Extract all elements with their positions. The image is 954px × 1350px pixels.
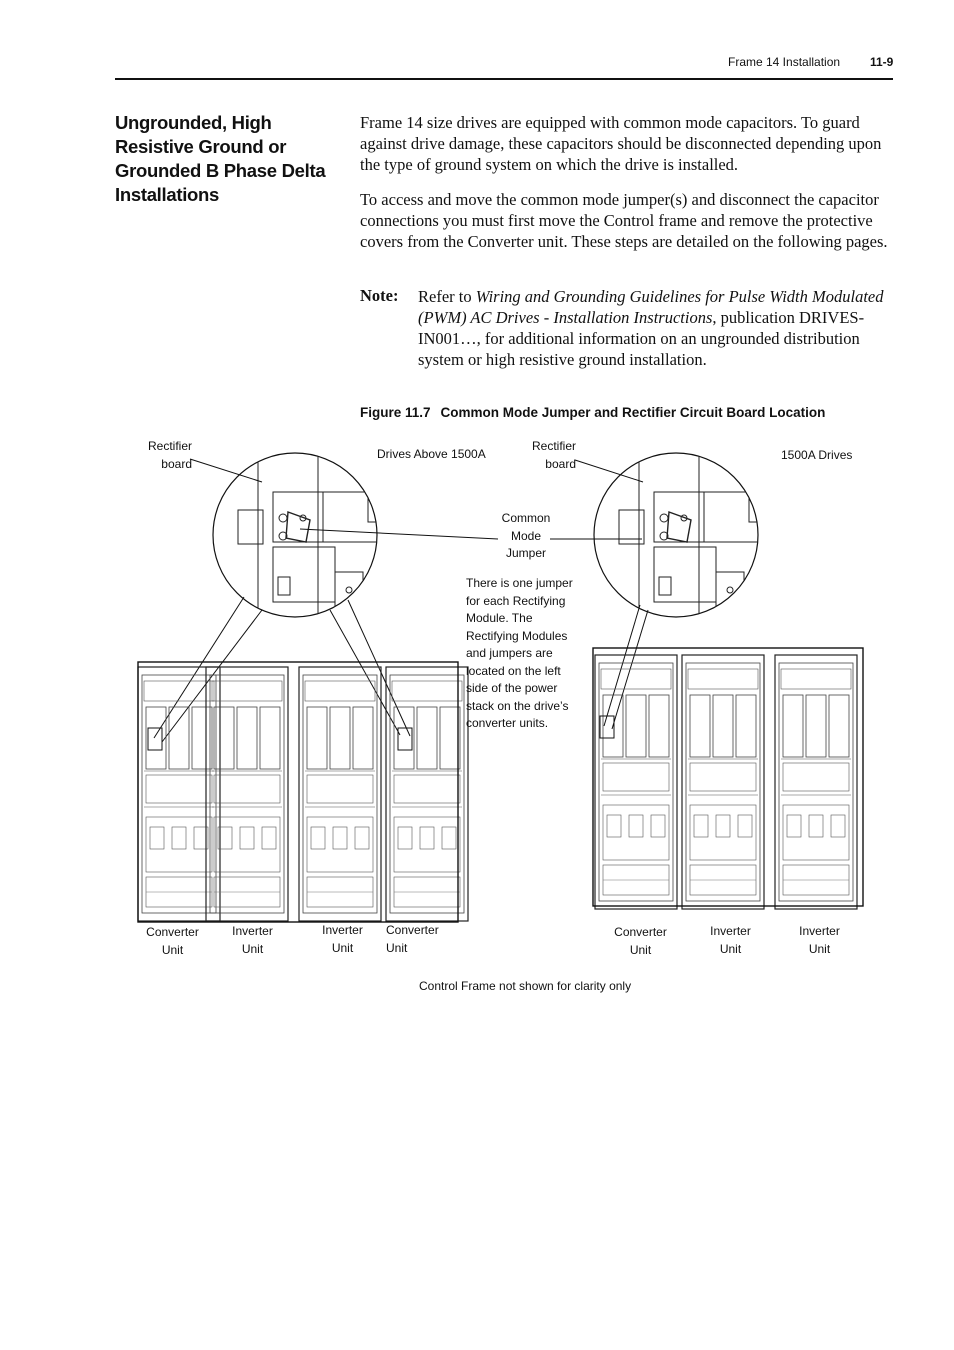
cabinet-right-inverter-2 bbox=[775, 655, 857, 909]
label-common-mode-jumper: Common Mode Jumper bbox=[501, 511, 551, 560]
jumper-marker-left-1 bbox=[148, 728, 162, 750]
label-left-converter-unit-1: Converter Unit bbox=[146, 925, 199, 957]
callout-line-3 bbox=[330, 610, 400, 735]
label-right-inverter-unit-1: Inverter Unit bbox=[710, 924, 751, 956]
label-left-inverter-unit-1: Inverter Unit bbox=[232, 924, 273, 956]
label-drives-above-1500a: Drives Above 1500A bbox=[377, 447, 486, 461]
label-left-converter-unit-2: Converter Unit bbox=[386, 923, 439, 955]
cabinet-left-inverter-1 bbox=[206, 667, 288, 921]
cabinet-right-converter bbox=[595, 655, 677, 909]
paragraph-2: To access and move the common mode jumper(s) and disconnect the capacitor connections you must first move the Control frame and remove the protective covers from the Converter unit. These steps are detailed on the following pages. bbox=[360, 190, 888, 251]
label-left-inverter-unit-2: Inverter Unit bbox=[322, 923, 363, 955]
figure-number: Figure 11.7 bbox=[360, 405, 431, 420]
cabinet-left-inverter-2 bbox=[299, 667, 381, 921]
cabinet-left-converter-1 bbox=[138, 667, 220, 921]
page-number: 11-9 bbox=[870, 55, 894, 69]
note-suffix: , publication DRIVES-IN001…, for additional information on an ungrounded distribution system or high resistive ground installation. bbox=[418, 308, 865, 369]
figure-footnote: Control Frame not shown for clarity only bbox=[419, 979, 632, 993]
label-rectifier-board-left: Rectifier board bbox=[147, 439, 192, 471]
jumper-marker-right bbox=[600, 716, 614, 738]
label-jumper-note: There is one jumper for each Rectifying Module. The Rectifying Modules and jumpers are located on the left side of the power stack on the drive’s converter units. bbox=[466, 576, 573, 730]
callout-line-6 bbox=[612, 610, 648, 729]
paragraph-1: Frame 14 size drives are equipped with common mode capacitors. To guard against drive damage, these capacitors should be disconnected depending upon the type of ground system on which the drive is installed. bbox=[360, 113, 882, 174]
drive-outline-right bbox=[593, 648, 863, 906]
note-label: Note: bbox=[360, 286, 399, 305]
section-title: Ungrounded, High Resistive Ground or Grounded B Phase Delta Installations bbox=[115, 112, 326, 205]
figure-caption-text: Common Mode Jumper and Rectifier Circuit Board Location bbox=[440, 405, 826, 420]
cabinet-left-converter-2 bbox=[386, 667, 468, 921]
jumper-marker-left-2 bbox=[398, 728, 412, 750]
callout-line-5 bbox=[604, 605, 640, 726]
note-prefix: Refer to bbox=[418, 287, 476, 306]
label-right-converter-unit: Converter Unit bbox=[614, 925, 667, 957]
label-1500a-drives: 1500A Drives bbox=[781, 448, 853, 462]
running-header-section: Frame 14 Installation bbox=[728, 55, 841, 69]
note-reference-title: Wiring and Grounding Guidelines for Pulse Width Modulated (PWM) AC Drives - Installation Instructions bbox=[418, 287, 884, 327]
label-rectifier-board-right: Rectifier board bbox=[531, 439, 576, 471]
callout-line-4 bbox=[348, 600, 410, 736]
cabinet-right-inverter-1 bbox=[682, 655, 764, 909]
label-right-inverter-unit-2: Inverter Unit bbox=[799, 924, 840, 956]
